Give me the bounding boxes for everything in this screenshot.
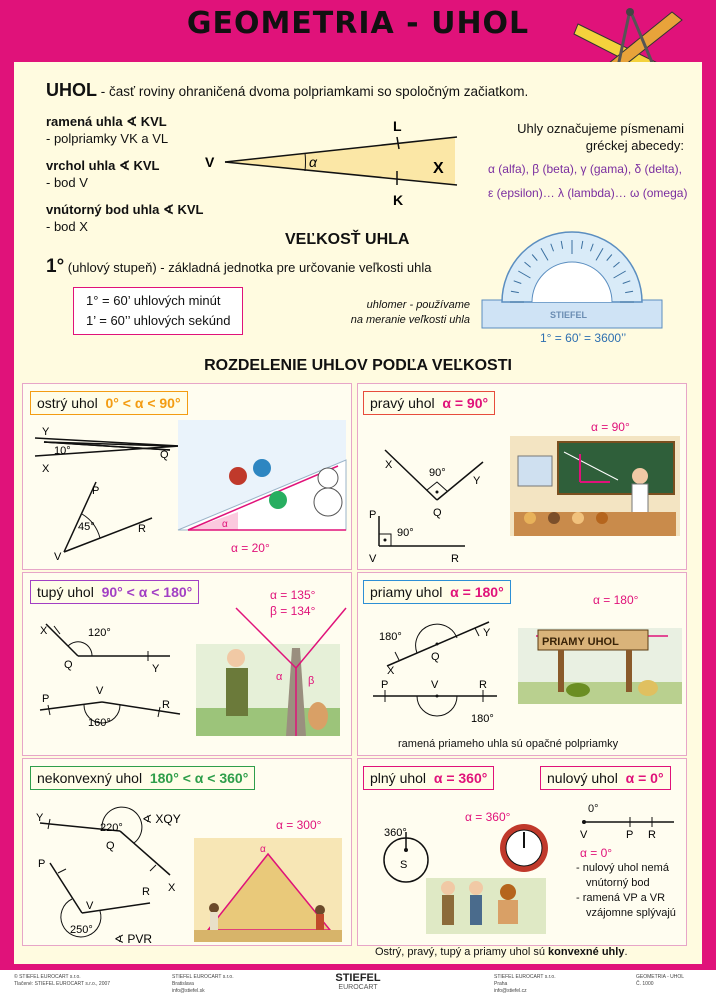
straight-note: ramená priameho uhla sú opačné polpriamky	[398, 738, 619, 750]
straight-sign-text: PRIAMY UHOL	[542, 636, 619, 648]
acute-angle-1: 10°	[54, 445, 71, 457]
right-angle-1: 90°	[429, 467, 446, 479]
straight-r: R	[479, 679, 487, 691]
arms-label: ramená uhla ∢ KVL	[46, 114, 167, 129]
reflex-angle-2: 250°	[70, 924, 93, 936]
footer-brand-1: STIEFEL	[335, 972, 381, 984]
obtuse-angle-1: 120°	[88, 627, 111, 639]
point-k-label: K	[393, 192, 404, 208]
right-v: V	[369, 553, 377, 565]
acute-q: Q	[160, 449, 169, 461]
straight-v: V	[431, 679, 439, 691]
size-heading: VEĽKOSŤ UHLA	[285, 231, 410, 248]
acute-range: 0° < α < 90°	[105, 395, 181, 411]
footer-brand	[318, 972, 398, 992]
straight-p: P	[381, 679, 389, 691]
zero-note-3: - ramená VP a VR	[576, 892, 666, 904]
full-angle-1: 360°	[384, 827, 407, 839]
acute-pic-label: α = 20°	[231, 541, 270, 555]
definition-term: UHOL	[46, 80, 97, 100]
zero-note-1: - nulový uhol nemá	[576, 862, 669, 874]
zero-label: α = 0°	[580, 846, 613, 860]
right-r: R	[451, 553, 459, 565]
obtuse-pic-beta-label: β = 134°	[270, 604, 316, 618]
obtuse-pic-beta: β	[308, 675, 315, 687]
greek-letters	[488, 157, 687, 205]
obtuse-v: V	[96, 685, 104, 697]
acute-x: X	[42, 463, 50, 475]
protractor-caption	[310, 298, 470, 328]
reflex-p: P	[38, 858, 46, 870]
minutes-seconds-box	[73, 287, 243, 335]
full-s: S	[400, 859, 408, 871]
right-p: P	[369, 509, 377, 521]
straight-angle-1: 180°	[379, 631, 402, 643]
right-y: Y	[473, 475, 481, 487]
obtuse-range: 90° < α < 180°	[101, 584, 193, 600]
acute-y: Y	[42, 426, 50, 438]
reflex-label-2: ∢ PVR	[114, 932, 153, 946]
obtuse-r: R	[162, 699, 170, 711]
footer-right-2: Praha	[494, 981, 508, 987]
footer	[0, 972, 716, 1000]
definition-text: - časť roviny ohraničená dvoma polpriamkami so spoločným začiatkom.	[97, 84, 529, 99]
reflex-pic-label: α = 300°	[276, 818, 322, 832]
full-pill	[363, 766, 494, 790]
footer-mid-1: STIEFEL EUROCART s.r.o.	[172, 974, 234, 980]
acute-pic-alpha: α	[222, 519, 228, 530]
angle-parts	[46, 113, 204, 235]
obtuse-y: Y	[152, 663, 160, 675]
zero-r: R	[648, 829, 656, 841]
sledding-illustration	[178, 420, 346, 540]
right-angle-2: 90°	[397, 527, 414, 539]
protractor-brand: STIEFEL	[550, 310, 588, 320]
straight-pic-label: α = 180°	[593, 593, 639, 607]
zero-note-4: vzájomne splývajú	[586, 907, 676, 919]
main-angle-figure	[205, 115, 465, 215]
convex-note-bold: konvexné uhly	[548, 946, 625, 958]
reflex-label-1: ∢ XQY	[142, 812, 181, 826]
footer-brand-2: EUROCART	[338, 984, 378, 991]
acute-angle-2: 45°	[78, 521, 95, 533]
reflex-angle-1: 220°	[100, 822, 123, 834]
footer-right-3: info@stiefel.cz	[494, 988, 527, 994]
obtuse-pill	[30, 580, 199, 604]
footer-mid-2: Bratislava	[172, 981, 194, 987]
zero-figure	[578, 814, 678, 844]
degree-text: (uhlový stupeň) - základná jednotka pre určovanie veľkosti uhla	[64, 260, 432, 275]
footer-left-2: Tlačené: STIEFEL EUROCART s.r.o., 2007	[14, 981, 111, 987]
straight-name: priamy uhol	[370, 584, 443, 600]
hunter-illustration	[196, 608, 346, 738]
vertex-value: - bod V	[46, 175, 88, 190]
page-title: GEOMETRIA - UHOL	[186, 6, 530, 41]
obtuse-pic-alpha: α	[276, 671, 283, 683]
definition	[46, 80, 528, 101]
obtuse-p: P	[42, 693, 50, 705]
protractor-caption-1: uhlomer - používame	[366, 299, 470, 311]
footer-left-1: © STIEFEL EUROCART s.r.o.	[14, 974, 81, 980]
pyramid-illustration	[194, 838, 342, 942]
footer-code-1: GEOMETRIA - UHOL	[636, 974, 685, 980]
greek-line-2: ε (epsilon)… λ (lambda)… ω (omega)	[488, 186, 688, 200]
right-q: Q	[433, 507, 442, 519]
convex-note-text: Ostrý, pravý, tupý a priamy uhol sú	[375, 946, 549, 958]
obtuse-name: tupý uhol	[37, 584, 94, 600]
obtuse-q: Q	[64, 659, 73, 671]
zero-pill	[540, 766, 671, 790]
reflex-q: Q	[106, 840, 115, 852]
reflex-pic-alpha: α	[260, 844, 266, 855]
right-x: X	[385, 459, 393, 471]
reflex-x: X	[168, 882, 176, 894]
clock-illustration	[418, 818, 548, 938]
right-range: α = 90°	[442, 395, 489, 411]
classroom-illustration	[510, 436, 680, 544]
footer-right-1: STIEFEL EUROCART s.r.o.	[494, 974, 556, 980]
degree-definition	[46, 256, 431, 278]
right-pill	[363, 391, 495, 415]
footer-code	[636, 974, 684, 988]
obtuse-pic-alpha-label: α = 135°	[270, 588, 316, 602]
zero-notes	[576, 861, 676, 921]
division-heading: ROZDELENIE UHLOV PODĽA VEĽKOSTI	[204, 357, 512, 374]
straight-y: Y	[483, 627, 491, 639]
point-l-label: L	[393, 118, 402, 134]
vertex-label: vrchol uhla ∢ KVL	[46, 158, 160, 173]
straight-angle-2: 180°	[471, 713, 494, 725]
alpha-label: α	[309, 154, 317, 170]
footer-right	[494, 974, 556, 995]
straight-sign-illustration	[518, 608, 682, 704]
reflex-name: nekonvexný uhol	[37, 770, 143, 786]
zero-v: V	[580, 829, 588, 841]
zero-note-2: vnútorný bod	[586, 877, 650, 889]
degree-unit: 1°	[46, 256, 65, 277]
acute-r: R	[138, 523, 146, 535]
protractor-equation: 1° = 60’ = 3600’’	[540, 331, 627, 345]
inner-point-value: - bod X	[46, 219, 88, 234]
reflex-range: 180° < α < 360°	[149, 770, 249, 786]
acute-figures	[30, 420, 190, 570]
inner-point-label: vnútorný bod uhla ∢ KVL	[46, 202, 204, 217]
acute-v: V	[54, 551, 62, 563]
zero-range: α = 0°	[625, 770, 664, 786]
footer-mid-3: info@stiefel.sk	[172, 988, 205, 994]
protractor-icon	[478, 222, 668, 332]
right-pic-label: α = 90°	[591, 420, 630, 434]
acute-name: ostrý uhol	[37, 395, 98, 411]
protractor-caption-2: na meranie veľkosti uhla	[350, 314, 470, 326]
zero-name: nulový uhol	[547, 770, 618, 786]
acute-pill	[30, 391, 188, 415]
footer-mid	[172, 974, 234, 995]
reflex-y: Y	[36, 812, 44, 824]
convex-note	[375, 946, 628, 958]
obtuse-x: X	[40, 625, 48, 637]
straight-x: X	[387, 665, 395, 677]
greek-line-1: α (alfa), β (beta), γ (gama), δ (delta),	[488, 162, 682, 176]
greek-intro	[484, 120, 684, 154]
greek-intro-line-1: Uhly označujeme písmenami	[517, 121, 684, 136]
greek-intro-line-2: gréckej abecedy:	[585, 138, 684, 153]
straight-range: α = 180°	[450, 584, 504, 600]
full-pic-label: α = 360°	[465, 810, 511, 824]
reflex-pill	[30, 766, 255, 790]
straight-pill	[363, 580, 511, 604]
full-name: plný uhol	[370, 770, 427, 786]
reflex-r: R	[142, 886, 150, 898]
obtuse-figures	[30, 610, 200, 740]
vertex-v-label: V	[205, 154, 215, 170]
footer-left	[14, 974, 110, 988]
full-range: α = 360°	[433, 770, 488, 786]
obtuse-angle-2: 160°	[88, 717, 111, 729]
footer-code-2: Č. 1000	[636, 981, 654, 987]
point-x-label: X	[433, 160, 444, 177]
zero-angle-label: 0°	[588, 803, 599, 815]
convex-note-end: .	[624, 946, 628, 958]
arms-value: - polpriamky VK a VL	[46, 131, 169, 146]
right-figures	[365, 420, 505, 570]
acute-p: P	[92, 485, 100, 497]
reflex-v: V	[86, 900, 94, 912]
seconds-line: 1’ = 60’’ uhlových sekúnd	[86, 313, 231, 328]
right-name: pravý uhol	[370, 395, 435, 411]
minutes-line: 1° = 60’ uhlových minút	[86, 293, 221, 308]
straight-q: Q	[431, 651, 440, 663]
straight-figures	[365, 610, 515, 740]
zero-p: P	[626, 829, 634, 841]
